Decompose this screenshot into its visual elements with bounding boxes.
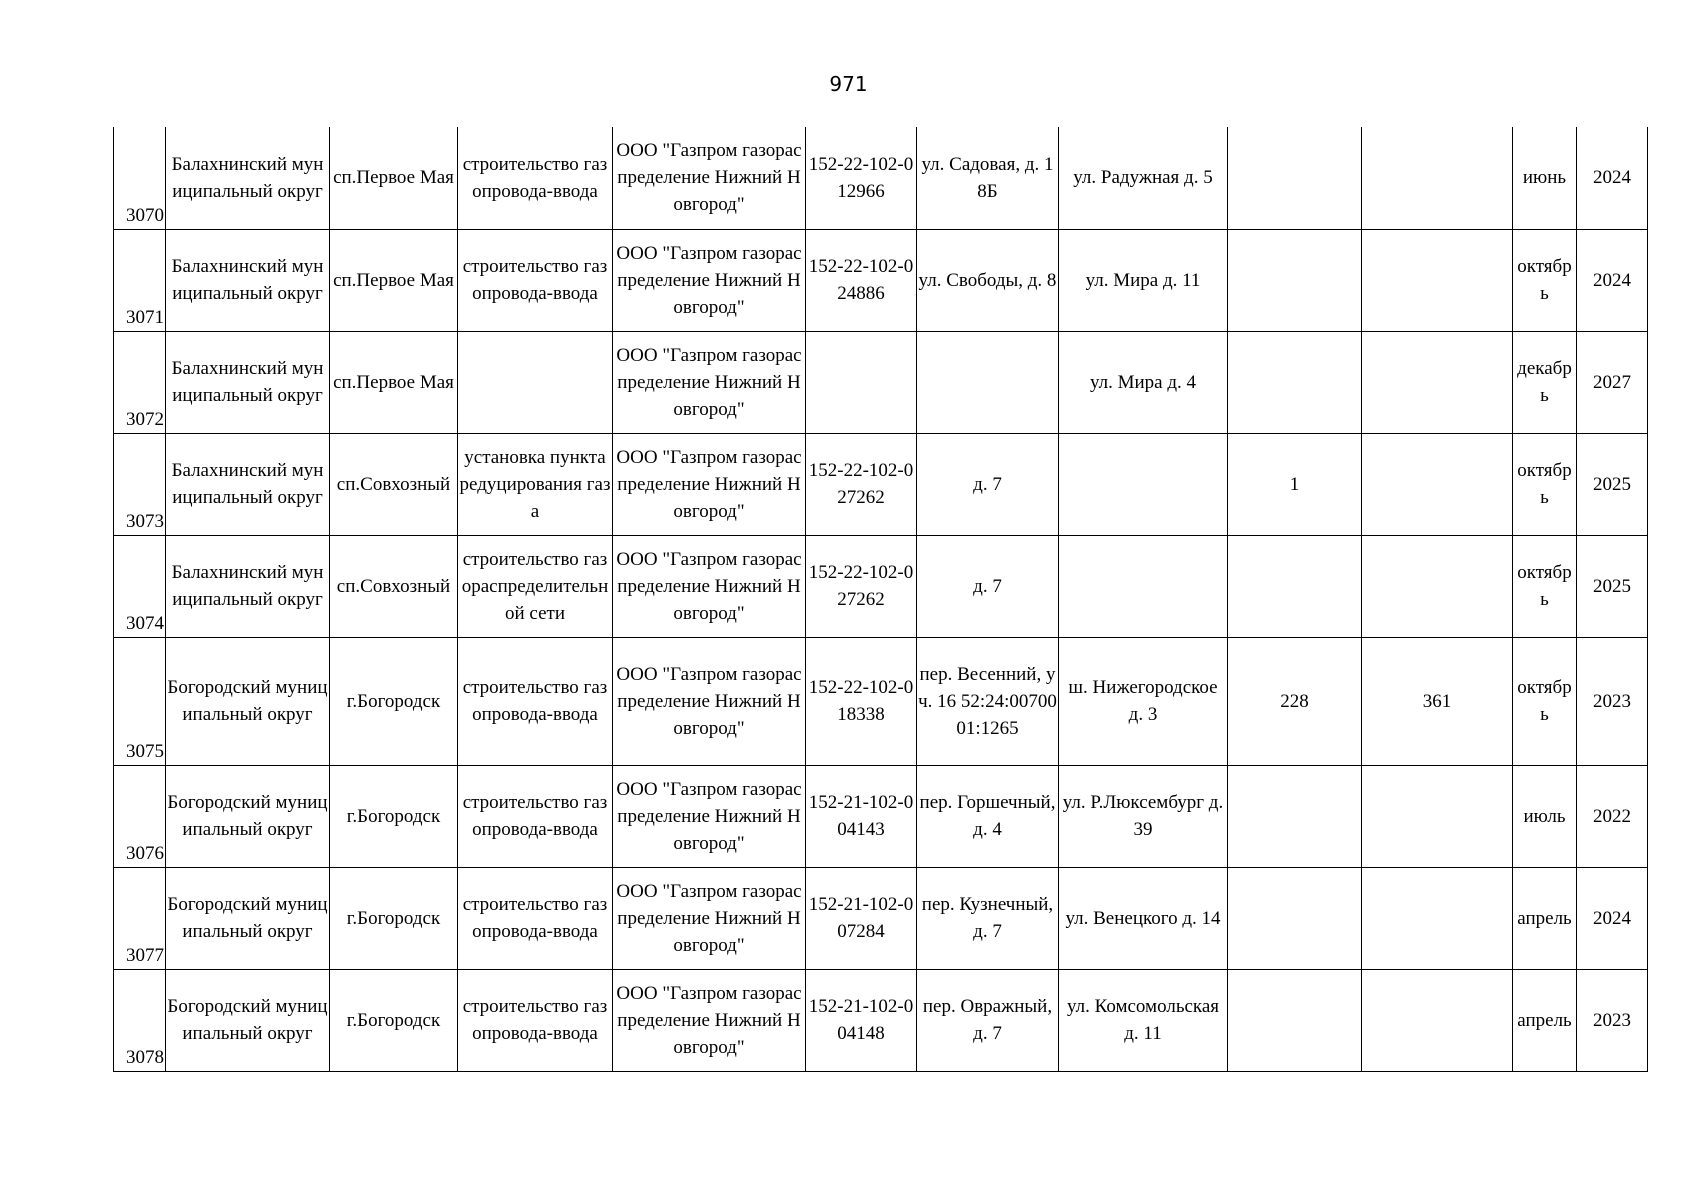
value-2-cell: 361 [1362, 637, 1513, 765]
value-2-cell [1362, 867, 1513, 969]
settlement-cell: г.Богородск [330, 637, 458, 765]
connection-address-cell: ш. Нижегородское д. 3 [1059, 637, 1228, 765]
district-cell: Балахнинский муниципальный округ [166, 127, 330, 229]
table-row [114, 331, 1648, 433]
organization-cell: ООО "Газпром газораспределение Нижний Новгород" [613, 535, 806, 637]
value-1-cell [1228, 229, 1362, 331]
organization-cell: ООО "Газпром газораспределение Нижний Новгород" [613, 127, 806, 229]
application-code-cell: 152-22-102-018338 [806, 637, 917, 765]
settlement-cell: сп.Совхозный [330, 535, 458, 637]
year-cell: 2027 [1577, 331, 1648, 433]
object-address-cell: пер. Горшечный, д. 4 [917, 765, 1059, 867]
district-cell: Балахнинский муниципальный округ [166, 535, 330, 637]
connection-address-cell: ул. Венецкого д. 14 [1059, 867, 1228, 969]
application-code-cell: 152-21-102-004143 [806, 765, 917, 867]
application-code-cell: 152-22-102-027262 [806, 433, 917, 535]
work-type-cell: строительство газопровода-ввода [458, 867, 613, 969]
settlement-cell: г.Богородск [330, 969, 458, 1071]
work-type-cell: строительство газораспределительной сети [458, 535, 613, 637]
table-row [114, 969, 1648, 1071]
object-address-cell [917, 331, 1059, 433]
work-type-cell: строительство газопровода-ввода [458, 969, 613, 1071]
application-code-cell: 152-22-102-012966 [806, 127, 917, 229]
district-cell: Балахнинский муниципальный округ [166, 229, 330, 331]
month-cell: апрель [1513, 867, 1577, 969]
row-number-cell: 3070 [114, 127, 166, 229]
work-type-cell: строительство газопровода-ввода [458, 229, 613, 331]
value-2-cell [1362, 127, 1513, 229]
row-number-cell: 3078 [114, 969, 166, 1071]
value-1-cell [1228, 535, 1362, 637]
year-cell: 2022 [1577, 765, 1648, 867]
application-code-cell: 152-22-102-027262 [806, 535, 917, 637]
value-1-cell: 228 [1228, 637, 1362, 765]
value-1-cell [1228, 867, 1362, 969]
value-1-cell [1228, 969, 1362, 1071]
organization-cell: ООО "Газпром газораспределение Нижний Новгород" [613, 433, 806, 535]
object-address-cell: ул. Садовая, д. 18Б [917, 127, 1059, 229]
object-address-cell: ул. Свободы, д. 8 [917, 229, 1059, 331]
object-address-cell: пер. Овражный, д. 7 [917, 969, 1059, 1071]
month-cell: декабрь [1513, 331, 1577, 433]
settlement-cell: сп.Первое Мая [330, 127, 458, 229]
district-cell: Богородский муниципальный округ [166, 867, 330, 969]
table-row [114, 127, 1648, 229]
table-row [114, 637, 1648, 765]
district-cell: Богородский муниципальный округ [166, 765, 330, 867]
work-type-cell: установка пункта редуцирования газа [458, 433, 613, 535]
work-type-cell: строительство газопровода-ввода [458, 127, 613, 229]
application-code-cell: 152-22-102-024886 [806, 229, 917, 331]
month-cell: июль [1513, 765, 1577, 867]
district-cell: Богородский муниципальный округ [166, 637, 330, 765]
connection-address-cell: ул. Радужная д. 5 [1059, 127, 1228, 229]
organization-cell: ООО "Газпром газораспределение Нижний Новгород" [613, 867, 806, 969]
application-code-cell: 152-21-102-004148 [806, 969, 917, 1071]
value-1-cell [1228, 127, 1362, 229]
settlement-cell: г.Богородск [330, 867, 458, 969]
row-number-cell: 3072 [114, 331, 166, 433]
settlement-cell: сп.Первое Мая [330, 229, 458, 331]
table-row [114, 867, 1648, 969]
page-number: 971 [829, 72, 868, 96]
row-number-cell: 3073 [114, 433, 166, 535]
table-row [114, 535, 1648, 637]
work-type-cell: строительство газопровода-ввода [458, 637, 613, 765]
object-address-cell: пер. Весенний, уч. 16 52:24:0070001:1265 [917, 637, 1059, 765]
value-1-cell [1228, 765, 1362, 867]
organization-cell: ООО "Газпром газораспределение Нижний Новгород" [613, 229, 806, 331]
district-cell: Балахнинский муниципальный округ [166, 331, 330, 433]
year-cell: 2023 [1577, 969, 1648, 1071]
settlement-cell: сп.Совхозный [330, 433, 458, 535]
organization-cell: ООО "Газпром газораспределение Нижний Новгород" [613, 969, 806, 1071]
month-cell: октябрь [1513, 535, 1577, 637]
row-number-cell: 3077 [114, 867, 166, 969]
connection-address-cell [1059, 433, 1228, 535]
year-cell: 2024 [1577, 867, 1648, 969]
district-cell: Богородский муниципальный округ [166, 969, 330, 1071]
value-2-cell [1362, 331, 1513, 433]
settlement-cell: г.Богородск [330, 765, 458, 867]
month-cell: июнь [1513, 127, 1577, 229]
year-cell: 2024 [1577, 127, 1648, 229]
settlement-cell: сп.Первое Мая [330, 331, 458, 433]
table-row [114, 765, 1648, 867]
application-code-cell [806, 331, 917, 433]
value-2-cell [1362, 229, 1513, 331]
work-type-cell: строительство газопровода-ввода [458, 765, 613, 867]
value-1-cell [1228, 331, 1362, 433]
value-2-cell [1362, 969, 1513, 1071]
year-cell: 2024 [1577, 229, 1648, 331]
table-row [114, 229, 1648, 331]
organization-cell: ООО "Газпром газораспределение Нижний Новгород" [613, 637, 806, 765]
value-2-cell [1362, 765, 1513, 867]
month-cell: октябрь [1513, 433, 1577, 535]
application-code-cell: 152-21-102-007284 [806, 867, 917, 969]
connection-address-cell: ул. Мира д. 11 [1059, 229, 1228, 331]
value-1-cell: 1 [1228, 433, 1362, 535]
value-2-cell [1362, 535, 1513, 637]
month-cell: октябрь [1513, 637, 1577, 765]
work-type-cell [458, 331, 613, 433]
month-cell: апрель [1513, 969, 1577, 1071]
year-cell: 2025 [1577, 535, 1648, 637]
organization-cell: ООО "Газпром газораспределение Нижний Новгород" [613, 331, 806, 433]
object-address-cell: д. 7 [917, 433, 1059, 535]
object-address-cell: д. 7 [917, 535, 1059, 637]
year-cell: 2025 [1577, 433, 1648, 535]
organization-cell: ООО "Газпром газораспределение Нижний Новгород" [613, 765, 806, 867]
gas-connection-table [113, 127, 1648, 1072]
connection-address-cell [1059, 535, 1228, 637]
connection-address-cell: ул. Р.Люксембург д. 39 [1059, 765, 1228, 867]
year-cell: 2023 [1577, 637, 1648, 765]
table-row [114, 433, 1648, 535]
value-2-cell [1362, 433, 1513, 535]
connection-address-cell: ул. Мира д. 4 [1059, 331, 1228, 433]
table-body [114, 127, 1648, 1071]
connection-address-cell: ул. Комсомольская д. 11 [1059, 969, 1228, 1071]
row-number-cell: 3071 [114, 229, 166, 331]
row-number-cell: 3074 [114, 535, 166, 637]
row-number-cell: 3075 [114, 637, 166, 765]
month-cell: октябрь [1513, 229, 1577, 331]
district-cell: Балахнинский муниципальный округ [166, 433, 330, 535]
row-number-cell: 3076 [114, 765, 166, 867]
object-address-cell: пер. Кузнечный, д. 7 [917, 867, 1059, 969]
